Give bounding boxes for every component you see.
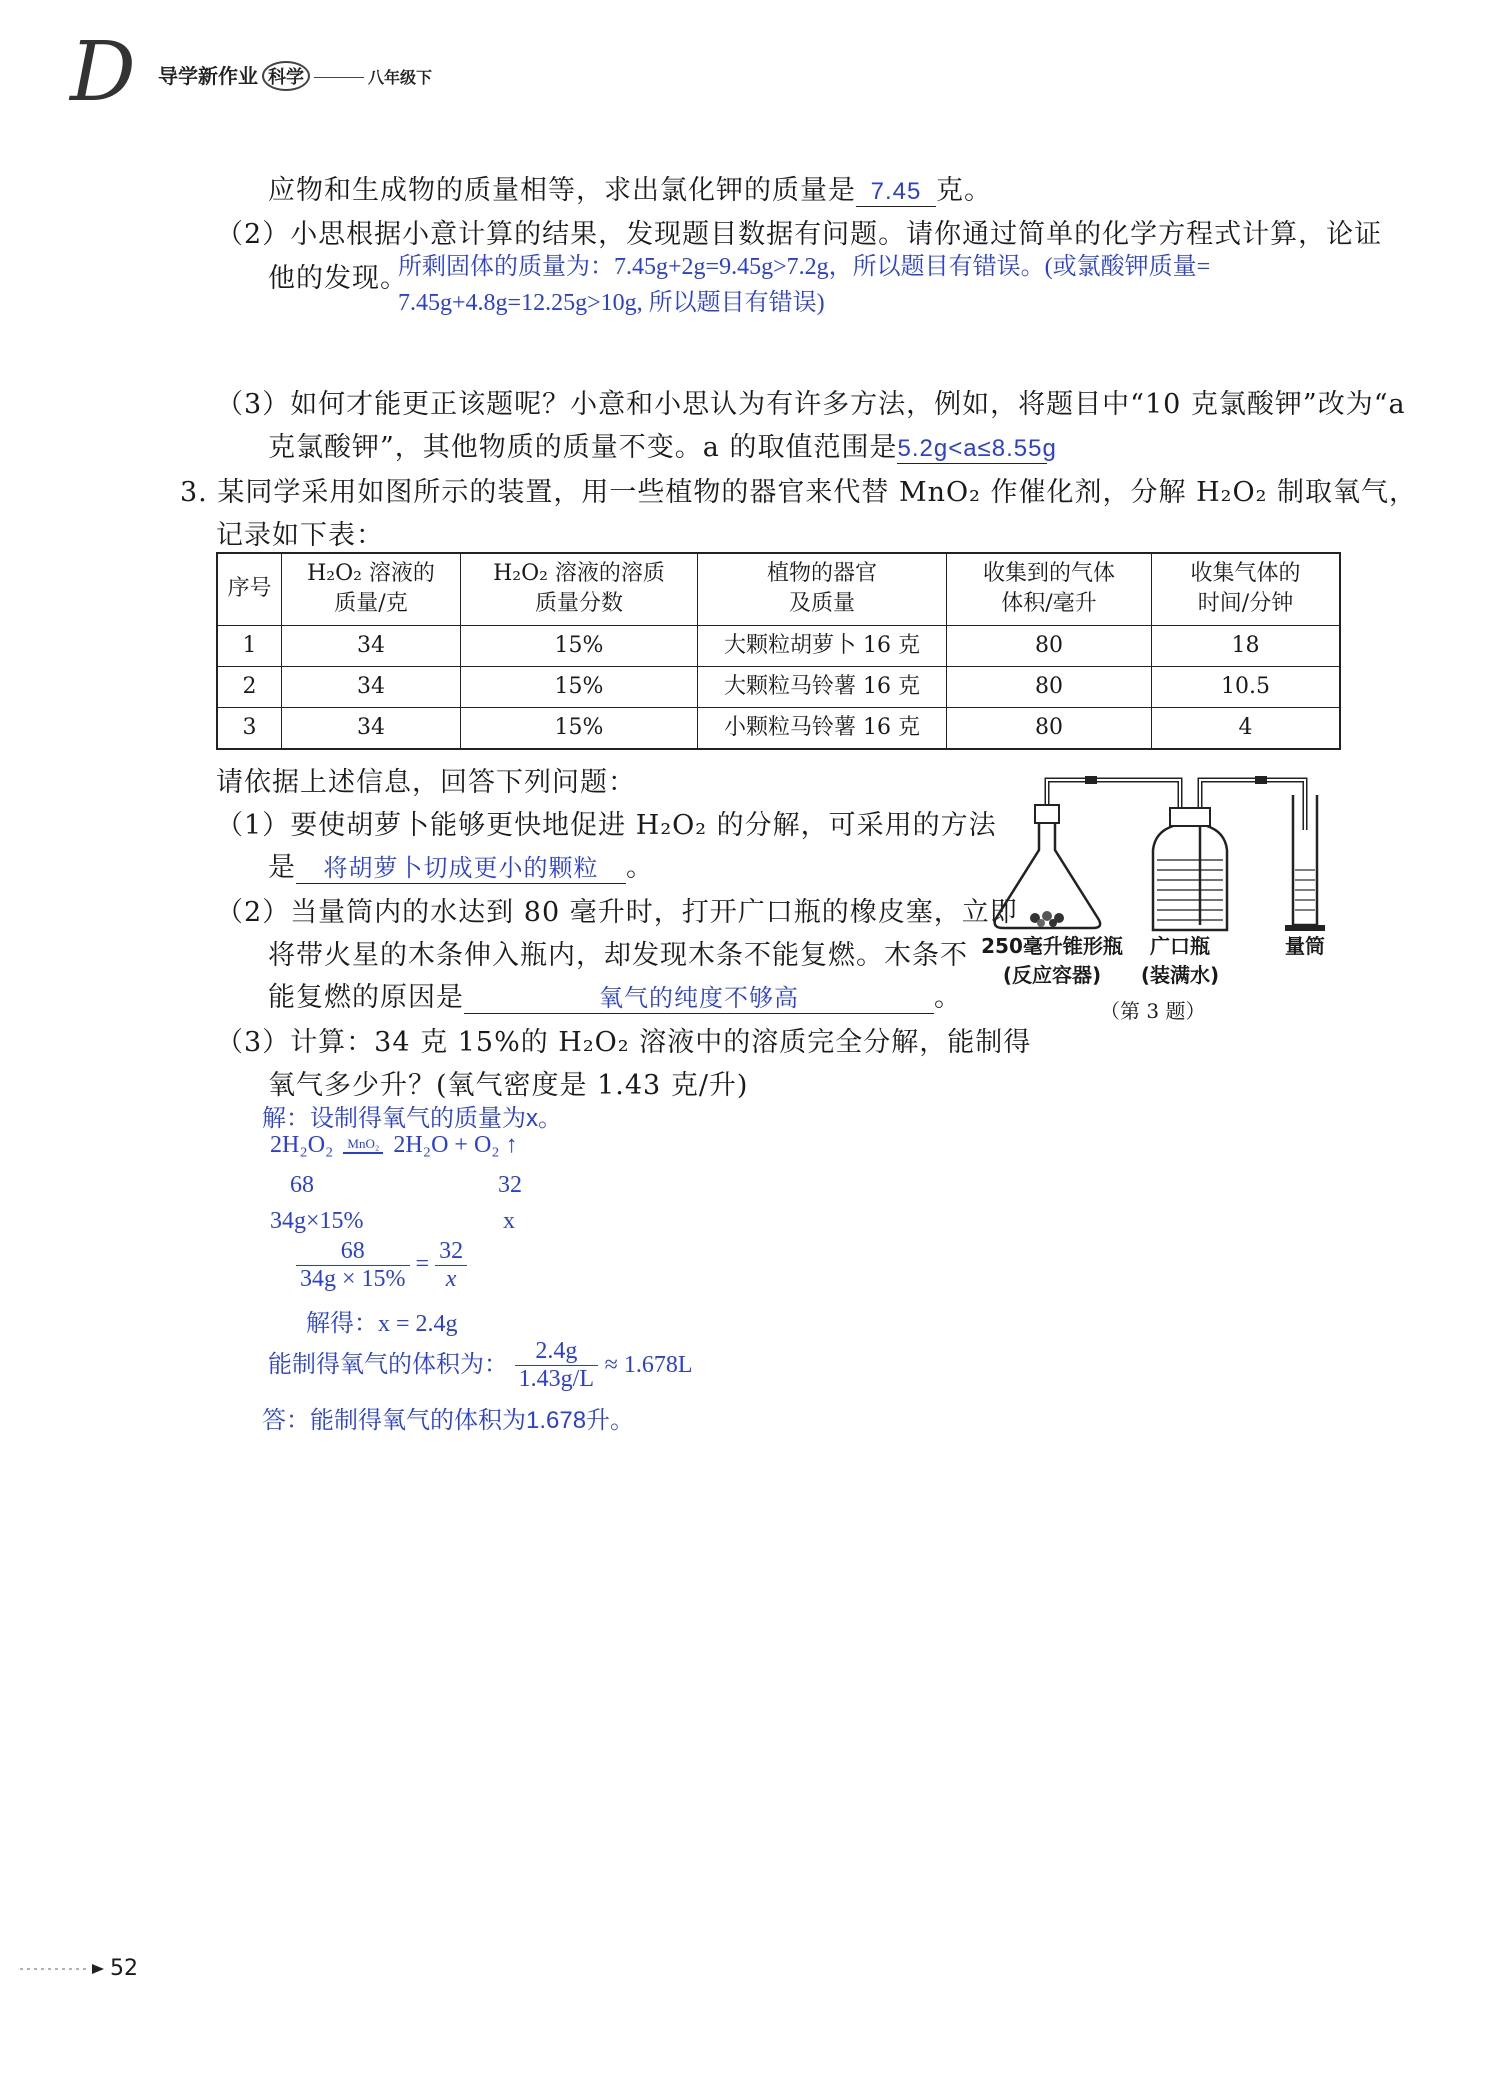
q3-sub1-line1: （1）要使胡萝卜能够更快地促进 H₂O₂ 的分解，可采用的方法 [216,810,997,841]
q3-stem-line2: 记录如下表： [216,520,384,551]
solution-result: 解得：x = 2.4g [306,1311,458,1337]
q2-sub3-line1: （3）如何才能更正该题呢？小意和小思认为有许多方法，例如，将题目中“10 克氯酸钾”改为“a [216,389,1406,420]
th-solution-mass: H₂O₂ 溶液的 质量/克 [282,553,461,625]
q2-sub2-line1: （2）小思根据小意计算的结果，发现题目数据有问题。请你通过简单的化学方程式计算，论证 [216,219,1383,250]
header-brand [158,60,432,91]
brand-name: 导学新作业 [158,64,258,88]
page-marker-icon [20,1964,105,1974]
q3-sub2-line3: 能复燃的原因是 氧气的纯度不够高 。 [268,975,962,1014]
wide-mouth-bottle [1153,808,1227,930]
answer-sub2-line2: 7.45g+4.8g=12.25g>10g, 所以题目有错误) [398,290,825,316]
th-gas-volume: 收集到的气体 体积/毫升 [947,553,1152,625]
table-row: 2 34 15% 大颗粒马铃薯 16 克 80 10.5 [217,666,1340,707]
th-index: 序号 [217,553,282,625]
apparatus-figure [975,770,1355,1030]
molar-mass-h2o2: 68 [290,1172,314,1198]
table-header-row [217,553,1340,625]
subject-badge: 科学 [262,61,310,91]
q2-sub2-line2: 他的发现。 [268,263,408,294]
q3-sub2-line2: 将带火星的木条伸入瓶内，却发现木条不能复燃。木条不 [268,940,968,971]
molar-mass-o2: 32 [498,1172,522,1198]
th-collect-time: 收集气体的 时间/分钟 [1152,553,1341,625]
q3-stem-line1: 3. 某同学采用如图所示的装置，用一些植物的器官来代替 MnO₂ 作催化剂，分解 H₂O₂ 制取氧气， [180,477,1418,508]
figure-caption: （第 3 题） [1100,999,1206,1023]
tube-2 [1200,780,1305,830]
q2-line1: 应物和生成物的质量相等，求出氯化钾的质量是 7.45 克。 [268,175,992,206]
unknown-x: x [503,1208,515,1234]
svg-text:D: D [70,30,136,115]
answer-kcl-mass: 7.45 [870,178,922,205]
label-flask: 250毫升锥形瓶 (反应容器) [981,934,1123,987]
conical-flask [995,805,1100,928]
table-row: 1 34 15% 大颗粒胡萝卜 16 克 80 18 [217,625,1340,666]
grade-label: 八年级下 [368,68,433,87]
header-divider [314,77,364,78]
tube-1 [1047,780,1180,818]
answer-a-range: 5.2g<a≤8.55g [897,435,1057,462]
th-solute-fraction: H₂O₂ 溶液的溶质 质量分数 [461,553,698,625]
q3-sub3-line1: （3）计算：34 克 15%的 H₂O₂ 溶液中的溶质完全分解，能制得 [216,1027,1032,1058]
q3-sub1-line2: 是 将胡萝卜切成更小的颗粒 。 [268,845,654,884]
table-row: 3 34 15% 小颗粒马铃薯 16 克 80 4 [217,708,1340,749]
solution-final: 答：能制得氧气的体积为1.678升。 [262,1407,635,1434]
solution-equation: 2H₂O₂ MnO₂ 2H₂O + O₂ ↑ [270,1132,518,1158]
page-number: 52 [110,1956,138,1981]
q3-sub2-line1: （2）当量筒内的水达到 80 毫升时，打开广口瓶的橡皮塞，立即 [216,897,1018,928]
answer-sub1: 将胡萝卜切成更小的颗粒 [323,855,599,882]
q2-sub3-line2: 克氯酸钾”，其他物质的质量不变。a 的取值范围是5.2g<a≤8.55g [268,432,1057,463]
answer-sub2: 氧气的纯度不够高 [599,985,799,1012]
volume-line: 能制得氧气的体积为： $\frac{2.4g}{1.43g/L}$ ≈ 1.678L [268,1338,693,1392]
solution-let: 解：设制得氧气的质量为x。 [262,1105,562,1132]
th-plant-organ: 植物的器官 及质量 [698,553,947,625]
ratio-equation: $\frac{68}{34g \times 15\%}$ = $\frac{32}{x}$ [296,1238,467,1293]
label-bottle: 广口瓶 (装满水) [1140,934,1220,987]
answer-sub2-line1: 所剩固体的质量为：7.45g+2g=9.45g>7.2g，所以题目有错误。(或氯酸钾质量= [398,254,1211,280]
label-cylinder: 量筒 [1285,934,1325,958]
q3-sub3-line2: 氧气多少升？(氧气密度是 1.43 克/升) [268,1070,749,1101]
q3-intro: 请依据上述信息，回答下列问题： [216,767,636,798]
publisher-logo [68,30,148,115]
given-mass: 34g×15% [270,1208,364,1234]
experiment-table [216,552,1341,750]
